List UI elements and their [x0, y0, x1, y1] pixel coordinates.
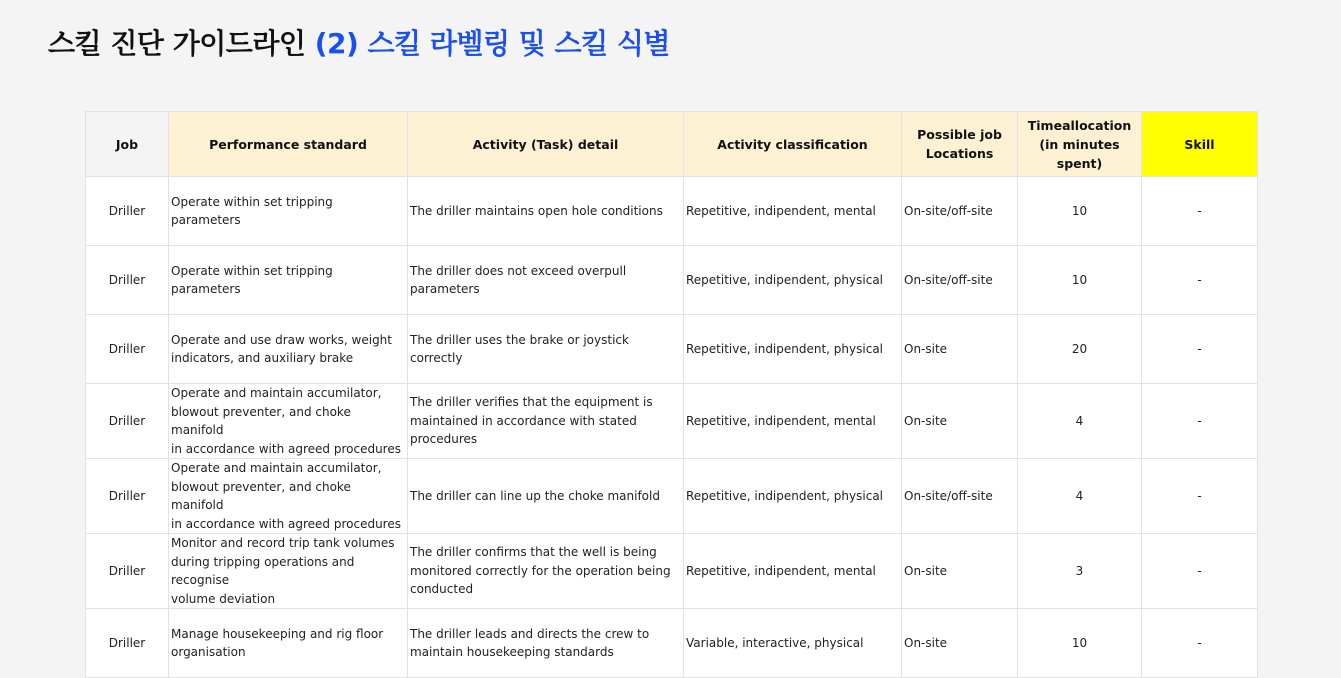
header-job-locations-line1: Possible job — [917, 127, 1002, 142]
cell-activity-detail-line: maintained in accordance with stated — [410, 413, 637, 428]
table-body — [86, 177, 1258, 678]
table-row — [86, 459, 1258, 534]
header-skill: Skill — [1142, 112, 1258, 177]
cell-performance-standard — [169, 315, 408, 384]
cell-activity-detail — [408, 177, 684, 246]
cell-performance-standard-line: volume deviation — [171, 591, 276, 606]
header-job-locations — [902, 112, 1018, 177]
cell-activity-detail-line: maintain housekeeping standards — [410, 645, 614, 659]
cell-performance-standard-line: Operate within set tripping parameters — [171, 263, 333, 296]
cell-job: Driller — [86, 246, 169, 315]
cell-activity-detail — [408, 459, 684, 534]
cell-activity-detail-line: The driller does not exceed overpull — [410, 263, 627, 278]
cell-activity-detail-line: The driller can line up the choke manifold — [410, 488, 660, 503]
table-row — [86, 534, 1258, 609]
cell-activity-detail-line: The driller verifies that the equipment is — [410, 395, 653, 410]
cell-performance-standard-line: indicators, and auxiliary brake — [171, 351, 354, 365]
page-title-accent: (2) 스킬 라벨링 및 스킬 식별 — [314, 27, 670, 60]
header-activity-classification: Activity classification — [684, 112, 902, 177]
cell-activity-detail — [408, 384, 684, 459]
cell-activity-classification: Repetitive, indipendent, physical — [684, 459, 902, 534]
cell-performance-standard-line: Operate and use draw works, weight — [171, 332, 392, 347]
cell-time-allocation: 4 — [1018, 384, 1142, 459]
header-time-allocation-line2: (in minutes spent) — [1039, 136, 1120, 171]
cell-job: Driller — [86, 534, 169, 609]
cell-job: Driller — [86, 459, 169, 534]
cell-job-location: On-site/off-site — [902, 459, 1018, 534]
cell-activity-detail — [408, 534, 684, 609]
table-row — [86, 384, 1258, 459]
table-row — [86, 177, 1258, 246]
cell-job-location: On-site — [902, 609, 1018, 678]
cell-performance-standard-line: Monitor and record trip tank volumes — [171, 536, 395, 550]
cell-performance-standard-line: organisation — [171, 645, 246, 659]
table-header-row — [86, 112, 1258, 177]
skill-table — [85, 111, 1258, 678]
cell-activity-detail — [408, 609, 684, 678]
cell-performance-standard — [169, 459, 408, 534]
cell-job-location: On-site/off-site — [902, 246, 1018, 315]
cell-performance-standard-line: blowout preventer, and choke manifold — [171, 404, 351, 437]
cell-job-location: On-site/off-site — [902, 177, 1018, 246]
cell-activity-classification: Repetitive, indipendent, physical — [684, 315, 902, 384]
cell-activity-detail-line: parameters — [410, 282, 480, 296]
cell-activity-detail-line: conducted — [410, 582, 474, 597]
cell-performance-standard — [169, 177, 408, 246]
cell-performance-standard-line: Operate and maintain accumilator, — [171, 461, 382, 475]
header-job-locations-line2: Locations — [925, 146, 994, 161]
header-time-allocation — [1018, 112, 1142, 177]
header-activity-detail: Activity (Task) detail — [408, 112, 684, 177]
cell-performance-standard — [169, 246, 408, 315]
cell-skill: - — [1142, 315, 1258, 384]
page-title — [48, 22, 670, 62]
page-title-main: 스킬 진단 가이드라인 — [48, 27, 306, 60]
cell-performance-standard — [169, 384, 408, 459]
cell-time-allocation: 10 — [1018, 177, 1142, 246]
cell-time-allocation: 3 — [1018, 534, 1142, 609]
cell-activity-detail-line: procedures — [410, 432, 478, 447]
header-job: Job — [86, 112, 169, 177]
cell-performance-standard-line: in accordance with agreed procedures — [171, 516, 401, 531]
cell-performance-standard-line: Manage housekeeping and rig floor — [171, 626, 384, 641]
table-row — [86, 246, 1258, 315]
cell-job: Driller — [86, 177, 169, 246]
cell-performance-standard-line: during tripping operations and recognise — [171, 554, 355, 587]
cell-performance-standard — [169, 534, 408, 609]
cell-activity-detail-line: monitored correctly for the operation being — [410, 563, 671, 578]
cell-activity-detail-line: The driller maintains open hole conditions — [410, 203, 663, 218]
cell-activity-detail-line: The driller leads and directs the crew to — [410, 626, 650, 641]
table-row — [86, 315, 1258, 384]
cell-activity-detail-line: The driller uses the brake or joystick correctly — [410, 332, 629, 365]
cell-activity-detail — [408, 315, 684, 384]
header-performance-standard: Performance standard — [169, 112, 408, 177]
cell-time-allocation: 10 — [1018, 246, 1142, 315]
cell-performance-standard-line: in accordance with agreed procedures — [171, 441, 401, 456]
cell-performance-standard-line: blowout preventer, and choke manifold — [171, 479, 351, 512]
cell-time-allocation: 10 — [1018, 609, 1142, 678]
cell-activity-classification: Repetitive, indipendent, physical — [684, 246, 902, 315]
cell-skill: - — [1142, 609, 1258, 678]
cell-job-location: On-site — [902, 534, 1018, 609]
cell-time-allocation: 4 — [1018, 459, 1142, 534]
cell-activity-detail-line: The driller confirms that the well is being — [410, 545, 657, 560]
cell-activity-detail — [408, 246, 684, 315]
cell-activity-classification: Repetitive, indipendent, mental — [684, 384, 902, 459]
cell-skill: - — [1142, 177, 1258, 246]
cell-job: Driller — [86, 384, 169, 459]
cell-activity-classification: Repetitive, indipendent, mental — [684, 177, 902, 246]
cell-skill: - — [1142, 384, 1258, 459]
cell-time-allocation: 20 — [1018, 315, 1142, 384]
cell-performance-standard-line: Operate and maintain accumilator, — [171, 386, 382, 400]
table-row — [86, 609, 1258, 678]
cell-performance-standard-line: Operate within set tripping parameters — [171, 194, 333, 227]
cell-job: Driller — [86, 609, 169, 678]
cell-skill: - — [1142, 534, 1258, 609]
cell-job: Driller — [86, 315, 169, 384]
cell-performance-standard — [169, 609, 408, 678]
header-time-allocation-line1: Timeallocation — [1027, 117, 1132, 133]
cell-activity-classification: Repetitive, indipendent, mental — [684, 534, 902, 609]
cell-job-location: On-site — [902, 384, 1018, 459]
cell-activity-classification: Variable, interactive, physical — [684, 609, 902, 678]
cell-job-location: On-site — [902, 315, 1018, 384]
cell-skill: - — [1142, 246, 1258, 315]
cell-skill: - — [1142, 459, 1258, 534]
